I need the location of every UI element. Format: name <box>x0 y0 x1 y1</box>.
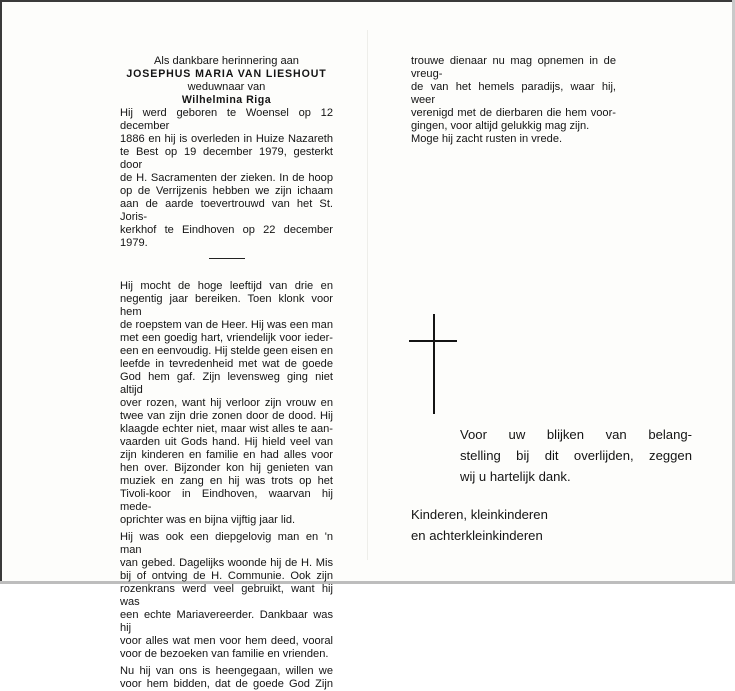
text-line: Hij mocht de hoge leeftijd van drie en <box>120 280 333 292</box>
bio-line: de H. Sacramenten der zieken. In de hoop <box>120 172 333 184</box>
text-line: Hij was ook een diepgelovig man en 'n man <box>120 531 333 556</box>
left-page <box>120 55 333 691</box>
thanks-line: stelling bij dit overlijden, zeggen <box>460 448 692 463</box>
text-line: bij of ontving de H. Communie. Ook zijn <box>120 570 333 582</box>
text-line: een en eenvoudig. Hij stelde geen eisen en <box>120 345 333 357</box>
bio-line: Hij werd geboren te Woensel op 12 december <box>120 107 333 132</box>
text-line: over rozen, want hij verloor zijn vrouw en <box>120 397 333 409</box>
bio-line: op de Verrijzenis hebben we zijn ichaam <box>120 185 333 197</box>
thanks-line: wij u hartelijk dank. <box>460 469 571 484</box>
text-line: van gebed. Dagelijks woonde hij de H. Mis <box>120 557 333 569</box>
text-line: gingen, voor altijd gelukkig mag zijn. <box>411 120 590 132</box>
text-line: Tivoli-koor in Eindhoven, waarvan hij mede- <box>120 488 333 513</box>
thank-you-note <box>460 424 692 487</box>
paragraph-1 <box>120 280 333 527</box>
spouse-name: Wilhelmina Riga <box>181 94 272 106</box>
text-line: leefde in tevredenheid met wat de goede <box>120 358 333 370</box>
text-line: verenigd met de dierbaren die hem voor- <box>411 107 616 119</box>
card-edge-top <box>0 0 735 2</box>
signature-line: en achterkleinkinderen <box>411 528 543 543</box>
intro-text: Als dankbare herinnering aan <box>154 55 299 67</box>
family-signature <box>411 504 651 546</box>
text-line: Moge hij zacht rusten in vrede. <box>411 133 563 145</box>
text-line: de roepstem van de Heer. Hij was een man <box>120 319 333 331</box>
text-line: voor alles wat men voor hem deed, vooral <box>120 635 333 647</box>
text-line: oprichter was en bijna vijftig jaar lid. <box>120 514 296 526</box>
card-edge-left <box>0 0 2 584</box>
bio-line: te Best op 19 december 1979, gesterkt door <box>120 146 333 171</box>
text-line: God hem gaf. Zijn levensweg ging niet altijd <box>120 371 333 396</box>
signature-line: Kinderen, kleinkinderen <box>411 507 548 522</box>
text-line: voor de bezoeken van familie en vrienden. <box>120 648 329 660</box>
bio-line: kerkhof te Eindhoven op 22 december 1979. <box>120 224 333 249</box>
paragraph-3 <box>120 665 333 691</box>
text-line: twee van zijn drie zonen door de dood. Hij <box>120 410 333 422</box>
text-line: een echte Mariavereerder. Dankbaar was hij <box>120 609 333 634</box>
card-fold <box>367 30 368 560</box>
cross-icon <box>409 314 457 414</box>
text-line: vaarden uit Gods hand. Hij hield veel van <box>120 436 333 448</box>
text-line: met een goedig hart, vriendelijk voor ieder- <box>120 332 333 344</box>
text-line: voor hem bidden, dat de goede God Zijn <box>120 678 333 690</box>
text-line: muziek en zang en hij was trots op het <box>120 475 333 487</box>
text-line: zijn kinderen en familie en had alles voor <box>120 449 333 461</box>
text-line: negentig jaar bereiken. Toen klonk voor hem <box>120 293 333 318</box>
bio-line: 1886 en hij is overleden in Huize Nazareth <box>120 133 333 145</box>
separator-rule <box>209 258 245 259</box>
bio-block <box>120 107 333 250</box>
text-line: trouwe dienaar nu mag opnemen in de vreug- <box>411 55 616 80</box>
paragraph-2 <box>120 531 333 661</box>
thanks-line: Voor uw blijken van belang- <box>460 427 692 442</box>
text-line: hen over. Bijzonder kon hij genieten van <box>120 462 333 474</box>
text-line: klaagde echter niet, maar wist alles te aan- <box>120 423 333 435</box>
text-line: rozenkrans werd veel gebruikt, want hij was <box>120 583 333 608</box>
right-page <box>411 55 616 146</box>
bio-line: aan de aarde toevertrouwd van het St. Joris- <box>120 198 333 223</box>
deceased-name: JOSEPHUS MARIA VAN LIESHOUT <box>126 68 327 80</box>
relation-text: weduwnaar van <box>187 81 266 93</box>
text-line: Nu hij van ons is heengegaan, willen we <box>120 665 333 677</box>
text-line: de van het hemels paradijs, waar hij, weer <box>411 81 616 106</box>
